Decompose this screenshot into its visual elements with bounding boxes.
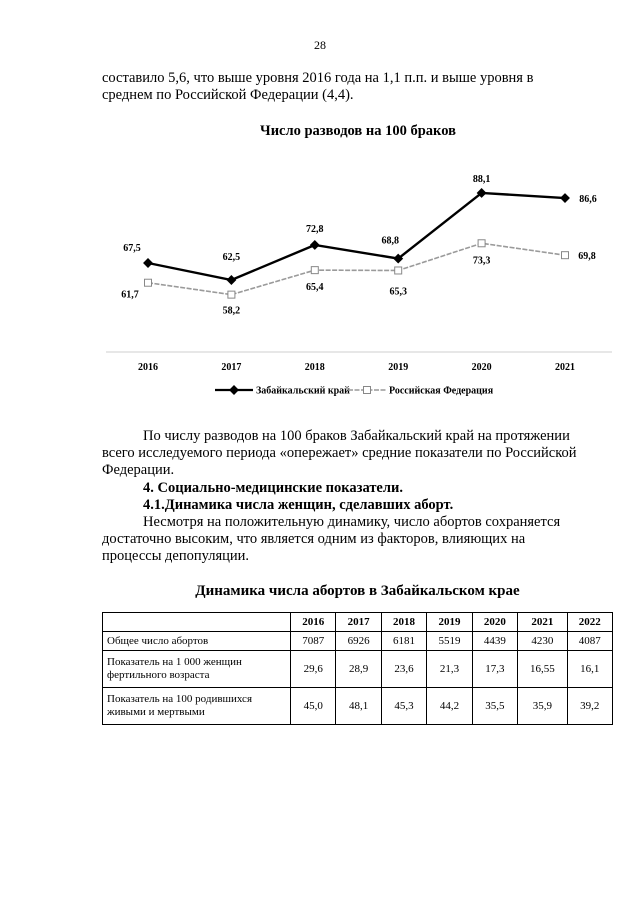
- data-label: 65,3: [389, 286, 407, 298]
- table-cell: 16,1: [567, 651, 612, 688]
- table-cell: 45,3: [381, 688, 426, 725]
- table-cell: 4439: [472, 632, 517, 651]
- table-row: [103, 651, 613, 688]
- table-cell: 17,3: [472, 651, 517, 688]
- table-cell: 4230: [518, 632, 567, 651]
- table-cell: 35,5: [472, 688, 517, 725]
- table-cell: 44,2: [427, 688, 472, 725]
- section-heading: 4. Социально-медицинские показатели.: [143, 480, 403, 496]
- data-label: 72,8: [306, 223, 324, 235]
- table-header-year: 2017: [336, 613, 381, 632]
- data-point: [395, 267, 402, 274]
- table-cell: 48,1: [336, 688, 381, 725]
- paragraph-3-line-2: достаточно высоким, что является одним из факторов, влияющих на: [102, 531, 526, 547]
- legend-marker: [364, 387, 371, 394]
- table-cell: 7087: [291, 632, 336, 651]
- x-tick-label: 2021: [555, 362, 575, 373]
- table-row: [103, 688, 613, 725]
- data-point: [560, 193, 570, 203]
- data-point: [228, 291, 235, 298]
- data-point: [562, 252, 569, 259]
- data-point: [478, 240, 485, 247]
- paragraph-2-line-2: всего исследуемого периода «опережает» средние показатели по Российской: [102, 445, 577, 461]
- row-label-line: Показатель на 100 родившихся: [107, 693, 253, 705]
- data-label: 86,6: [579, 194, 597, 206]
- table-header-year: 2019: [427, 613, 472, 632]
- data-label: 67,5: [123, 243, 141, 254]
- table-cell: 29,6: [291, 651, 336, 688]
- data-point: [143, 258, 153, 268]
- table-header-year: 2020: [472, 613, 517, 632]
- table-cell: 6181: [381, 632, 426, 651]
- table-cell: 6926: [336, 632, 381, 651]
- table-cell: 16,55: [518, 651, 567, 688]
- table-header-year: 2022: [567, 613, 612, 632]
- table-cell: 45,0: [291, 688, 336, 725]
- data-label: 88,1: [472, 173, 491, 185]
- table-header-year: 2018: [381, 613, 426, 632]
- intro-line-2: среднем по Российской Федерации (4,4).: [102, 87, 354, 103]
- table-header-year: 2016: [291, 613, 336, 632]
- row-label-line: живыми и мертвыми: [107, 706, 205, 718]
- row-label: [103, 651, 291, 688]
- table-cell: 28,9: [336, 651, 381, 688]
- data-point: [311, 267, 318, 274]
- data-label: 58,2: [222, 305, 241, 317]
- paragraph-2-line-3: Федерации.: [102, 462, 175, 478]
- row-label: [103, 688, 291, 725]
- paragraph-2-line-1: По числу разводов на 100 браков Забайкальский край на протяжении: [143, 428, 570, 444]
- x-tick-label: 2020: [471, 362, 492, 373]
- abortion-table: [102, 612, 613, 725]
- table-row: [103, 632, 613, 651]
- table-cell: 4087: [567, 632, 612, 651]
- table-cell: 39,2: [567, 688, 612, 725]
- data-label: 65,4: [306, 282, 324, 294]
- page-number: 28: [314, 38, 326, 52]
- data-label: 68,8: [381, 235, 399, 247]
- table-cell: 21,3: [427, 651, 472, 688]
- data-point: [226, 275, 236, 285]
- table-cell: 5519: [427, 632, 472, 651]
- intro-line-1: составило 5,6, что выше уровня 2016 года на 1,1 п.п. и выше уровня в: [102, 70, 534, 86]
- table-header-row: [103, 613, 613, 632]
- row-label-line: Показатель на 1 000 женщин: [107, 656, 242, 668]
- data-point: [145, 279, 152, 286]
- table-title: Динамика числа абортов в Забайкальском крае: [195, 583, 520, 599]
- x-tick-label: 2018: [304, 362, 325, 373]
- series-line: [148, 193, 565, 280]
- legend-label: Забайкальский край: [256, 385, 350, 397]
- data-label: 62,5: [222, 252, 241, 263]
- table-cell: 35,9: [518, 688, 567, 725]
- data-label: 61,7: [121, 289, 139, 301]
- legend-label: Российская Федерация: [389, 385, 494, 397]
- row-label-line: фертильного возраста: [107, 669, 210, 681]
- legend-marker: [229, 385, 239, 395]
- x-tick-label: 2019: [388, 362, 409, 373]
- table-cell: 23,6: [381, 651, 426, 688]
- data-label: 69,8: [578, 251, 596, 263]
- subsection-heading: 4.1.Динамика числа женщин, сделавших аборт.: [143, 497, 454, 513]
- paragraph-3-line-3: процессы депопуляции.: [102, 548, 250, 564]
- divorce-chart: [0, 0, 640, 420]
- table-header-year: 2021: [518, 613, 567, 632]
- table-header-empty: [103, 613, 291, 632]
- data-label: 73,3: [472, 255, 491, 267]
- paragraph-3-line-1: Несмотря на положительную динамику, число абортов сохраняется: [143, 514, 561, 530]
- x-tick-label: 2016: [138, 362, 158, 373]
- row-label: Общее число абортов: [103, 632, 291, 651]
- chart-title: Число разводов на 100 браков: [260, 123, 456, 139]
- x-tick-label: 2017: [221, 362, 242, 373]
- data-point: [310, 240, 320, 250]
